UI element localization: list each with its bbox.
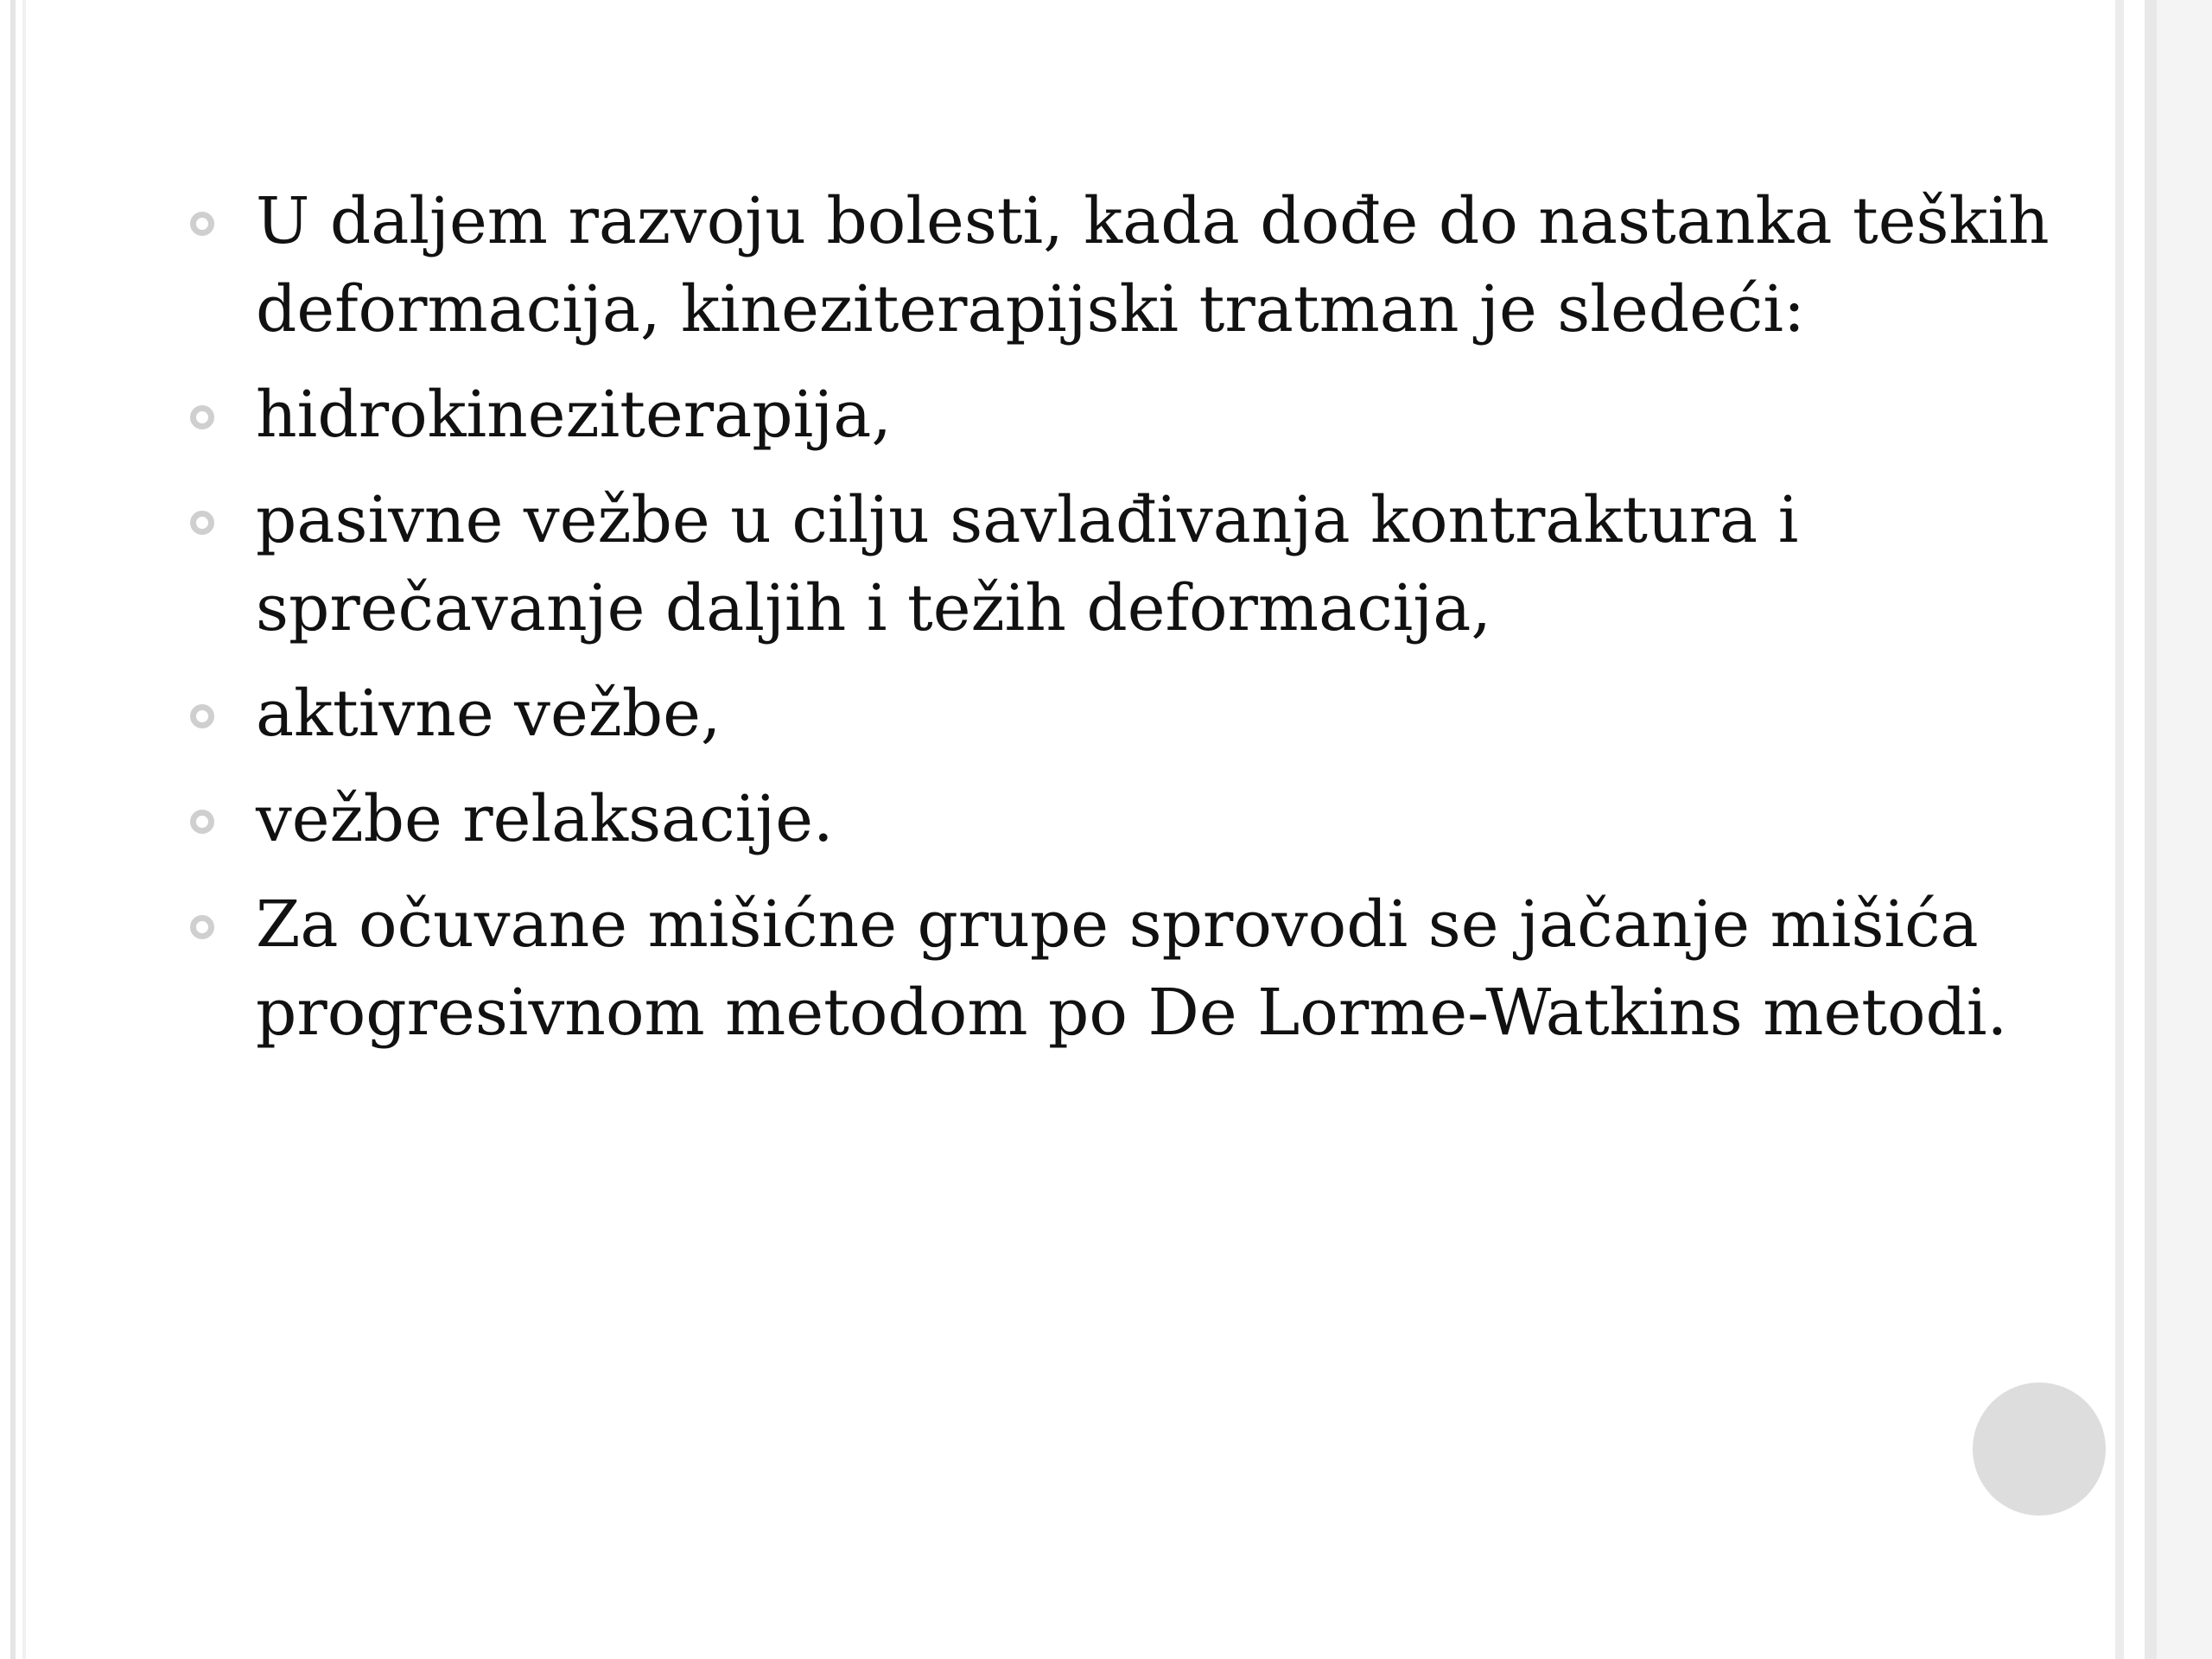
bullet-item xyxy=(190,371,2074,459)
bullet-list xyxy=(190,177,2074,1057)
slide-number-badge xyxy=(1973,1382,2106,1516)
bullet-circle-icon xyxy=(190,405,214,429)
frame-left-inner xyxy=(22,0,26,1659)
bullet-item xyxy=(190,177,2074,353)
bullet-text: vežbe relaksacije. xyxy=(256,782,834,856)
bullet-item xyxy=(190,775,2074,863)
bullet-text: Za očuvane mišićne grupe sprovodi se jačanje mišića progresivnom metodom po De Lorme-Watkins metodi. xyxy=(256,887,2008,1050)
frame-left-outer xyxy=(10,0,16,1659)
slide-body xyxy=(190,177,2074,1074)
bullet-item xyxy=(190,880,2074,1057)
bullet-text: pasivne vežbe u cilju savlađivanja kontraktura i sprečavanje daljih i težih deformacija, xyxy=(256,483,1799,645)
bullet-text: hidrokineziterapija, xyxy=(256,378,892,452)
bullet-item xyxy=(190,670,2074,758)
bullet-circle-icon xyxy=(190,915,214,939)
bullet-item xyxy=(190,476,2074,652)
bullet-text: aktivne vežbe, xyxy=(256,677,721,751)
bullet-circle-icon xyxy=(190,212,214,236)
frame-right-edge xyxy=(2157,0,2212,1659)
frame-right-outer xyxy=(2145,0,2157,1659)
bullet-circle-icon xyxy=(190,810,214,834)
bullet-circle-icon xyxy=(190,704,214,728)
frame-right-gap xyxy=(2124,0,2145,1659)
bullet-text: U daljem razvoju bolesti, kada dođe do nastanka teških deformacija, kineziterapijski tratman je sledeći: xyxy=(256,184,2050,346)
frame-right-inner xyxy=(2115,0,2124,1659)
bullet-circle-icon xyxy=(190,511,214,535)
